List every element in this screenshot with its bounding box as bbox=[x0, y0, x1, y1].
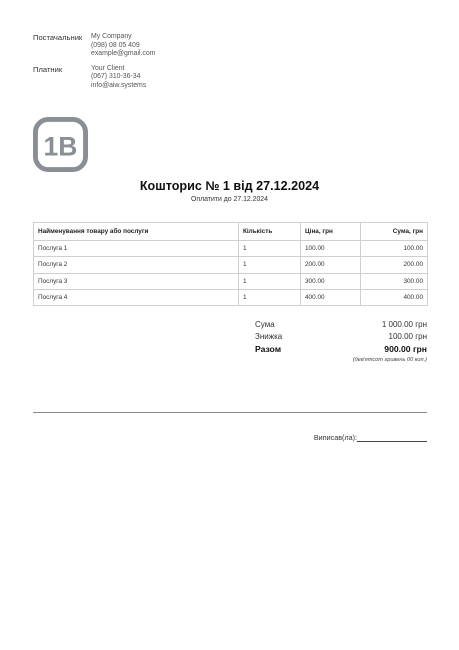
payer-name: Your Client bbox=[91, 64, 125, 72]
header-price: Ціна, грн bbox=[301, 223, 361, 241]
supplier-email: example@gmail.com bbox=[91, 50, 156, 58]
parties-block bbox=[33, 33, 433, 97]
payer-block bbox=[33, 65, 433, 91]
cell-price: 200.00 bbox=[301, 257, 361, 273]
discount-label: Знижка bbox=[255, 332, 283, 341]
total-value: 900.00 грн bbox=[384, 344, 427, 354]
document-title: Кошторис № 1 від 27.12.2024 bbox=[139, 179, 320, 193]
supplier-block bbox=[33, 33, 433, 59]
cell-name: Послуга 1 bbox=[34, 241, 239, 257]
supplier-name: My Company bbox=[91, 33, 132, 40]
table-row bbox=[34, 273, 428, 289]
logo-text: 1B bbox=[43, 131, 78, 162]
discount-value: 100.00 грн bbox=[388, 332, 427, 341]
table-row bbox=[34, 241, 428, 257]
payer-details bbox=[91, 65, 146, 91]
cell-sum: 200.00 bbox=[361, 257, 428, 273]
supplier-details bbox=[91, 33, 155, 59]
items-table bbox=[33, 222, 428, 306]
payer-phone: (067) 310-36-34 bbox=[91, 73, 141, 81]
cell-price: 100.00 bbox=[301, 241, 361, 257]
pay-by-date: Оплатити до 27.12.2024 bbox=[191, 196, 268, 203]
table-header-row bbox=[34, 223, 428, 241]
signature-block bbox=[240, 433, 427, 442]
header-sum: Сума, грн bbox=[361, 223, 428, 241]
1b-logo-icon bbox=[33, 117, 88, 172]
cell-name: Послуга 3 bbox=[34, 273, 239, 289]
divider bbox=[33, 412, 427, 413]
cell-sum: 400.00 bbox=[361, 289, 428, 305]
cell-quantity: 1 bbox=[239, 241, 301, 257]
signature-label: Виписав(ла): bbox=[313, 433, 357, 442]
signature-line bbox=[357, 434, 427, 442]
cell-name: Послуга 2 bbox=[34, 257, 239, 273]
sum-value: 1 000.00 грн bbox=[381, 320, 427, 329]
payer-label: Платник bbox=[33, 64, 63, 74]
cell-sum: 100.00 bbox=[361, 241, 428, 257]
cell-quantity: 1 bbox=[239, 289, 301, 305]
totals-block bbox=[255, 319, 427, 363]
table-row bbox=[34, 289, 428, 305]
sum-row bbox=[255, 319, 427, 331]
cell-price: 400.00 bbox=[301, 289, 361, 305]
cell-quantity: 1 bbox=[239, 273, 301, 289]
cell-name: Послуга 4 bbox=[34, 289, 239, 305]
header-quantity: Кількість bbox=[239, 223, 301, 241]
sum-label: Сума bbox=[255, 320, 275, 329]
cell-price: 300.00 bbox=[301, 273, 361, 289]
supplier-label: Постачальник bbox=[33, 33, 83, 42]
discount-row bbox=[255, 331, 427, 343]
cell-quantity: 1 bbox=[239, 257, 301, 273]
amount-in-words: (дев'ятсот гривень 00 коп.) bbox=[352, 357, 427, 363]
payer-email: info@aiw.systems bbox=[91, 81, 147, 89]
total-label: Разом bbox=[255, 344, 282, 354]
total-row bbox=[255, 343, 427, 356]
table-row bbox=[34, 257, 428, 273]
cell-sum: 300.00 bbox=[361, 273, 428, 289]
supplier-phone: (098) 08 05 409 bbox=[91, 41, 140, 49]
header-name: Найменування товару або послуги bbox=[34, 223, 239, 241]
